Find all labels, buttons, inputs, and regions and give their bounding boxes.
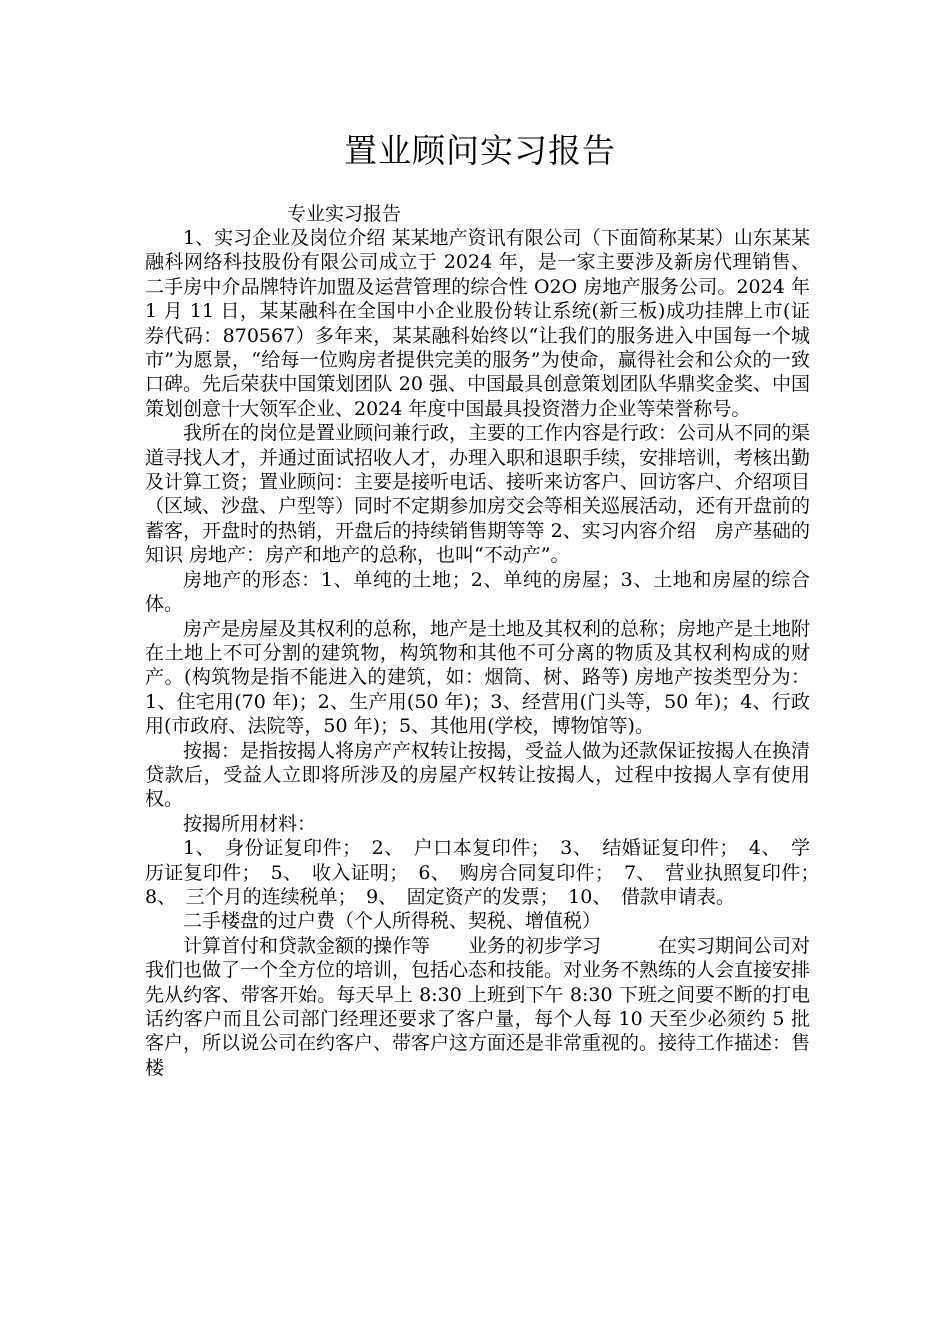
paragraph-transfer-fees: 二手楼盘的过户费（个人所得税、契税、增值税） <box>183 910 602 933</box>
paragraph-real-estate-definition: 房产是房屋及其权利的总称，地产是土地及其权利的总称；房地产是土地附在土地上不可分割的建筑物，构筑物和其他不可分离的物质及其权利构成的财产。(构筑物是指不能进入的建筑，如：烟筒、树、路等) 房地产按类型分为：1、住宅用(70 年)；2、生产用(50 年)；3、经营用(门头等，50 年)；4、行政用(市政府、法院等，50 年)；5、其他用(学校，博物馆等)。 <box>145 617 811 738</box>
paragraph-training: 计算首付和贷款金额的操作等 业务的初步学习 在实习期间公司对我们也做了一个全方位的培训，包括心态和技能。对业务不熟练的人会直接安排先从约客、带客开始。每天早上 8:30 上班到下午 8:30 下班之间要不断的打电话约客户而且公司部门经理还要求了客户量，每个人每 10 天至少必须约 5 批客户，所以说公司在约客户、带客户这方面还是非常重视的。接待工作描述：售楼 <box>145 934 811 1079</box>
paragraph-company-intro: 1、实习企业及岗位介绍 某某地产资讯有限公司（下面简称某某）山东某某融科网络科技股份有限公司成立于 2024 年，是一家主要涉及新房代理销售、二手房中介品牌特许加盟及运营管理的综合性 O2O 房地产服务公司。2024 年 1 月 11 日，某某融科在全国中小企业股份转让系统(新三板)成功挂牌上市(证券代码：870567）多年来，某某融科始终以“让我们的服务进入中国每一个城市”为愿景，“给每一位购房者提供完美的服务”为使命，赢得社会和公众的一致口碑。先后荣获中国策划团队 20 强、中国最具创意策划团队华鼎奖金奖、中国策划创意十大领军企业、2024 年度中国最具投资潜力企业等荣誉称号。 <box>145 227 810 420</box>
document-title: 置业顾问实习报告 <box>344 131 616 170</box>
document-subtitle: 专业实习报告 <box>287 203 402 225</box>
paragraph-real-estate-forms: 房地产的形态：1、单纯的土地；2、单纯的房屋；3、土地和房屋的综合体。 <box>145 568 810 616</box>
paragraph-mortgage-materials-list: 1、 身份证复印件； 2、 户口本复印件； 3、 结婚证复印件； 4、 学历证复印件； 5、 收入证明； 6、 购房合同复印件； 7、 营业执照复印件； 8、 三个月的连续税单； 9、 固定资产的发票； 10、 借款申请表。 <box>145 837 830 908</box>
paragraph-mortgage-materials-heading: 按揭所用材料： <box>183 812 317 835</box>
document-page <box>145 130 830 1080</box>
paragraph-position-duties: 我所在的岗位是置业顾问兼行政，主要的工作内容是行政：公司从不同的渠道寻找人才，并通过面试招收人才，办理入职和退职手续，安排培训，考核出勤及计算工资；置业顾问：主要是接听电话、接听来访客户、回访客户、介绍项目（区域、沙盘、户型等）同时不定期参加房交会等相关巡展活动，还有开盘前的蓄客，开盘时的热销，开盘后的持续销售期等等 2、实习内容介绍 房产基础的知识 房地产：房产和地产的总称，也叫“不动产”。 <box>145 422 811 567</box>
paragraph-mortgage-definition: 按揭：是指按揭人将房产产权转让按揭，受益人做为还款保证按揭人在换清贷款后，受益人立即将所涉及的房屋产权转让按揭人，过程中按揭人享有使用权。 <box>145 739 811 811</box>
